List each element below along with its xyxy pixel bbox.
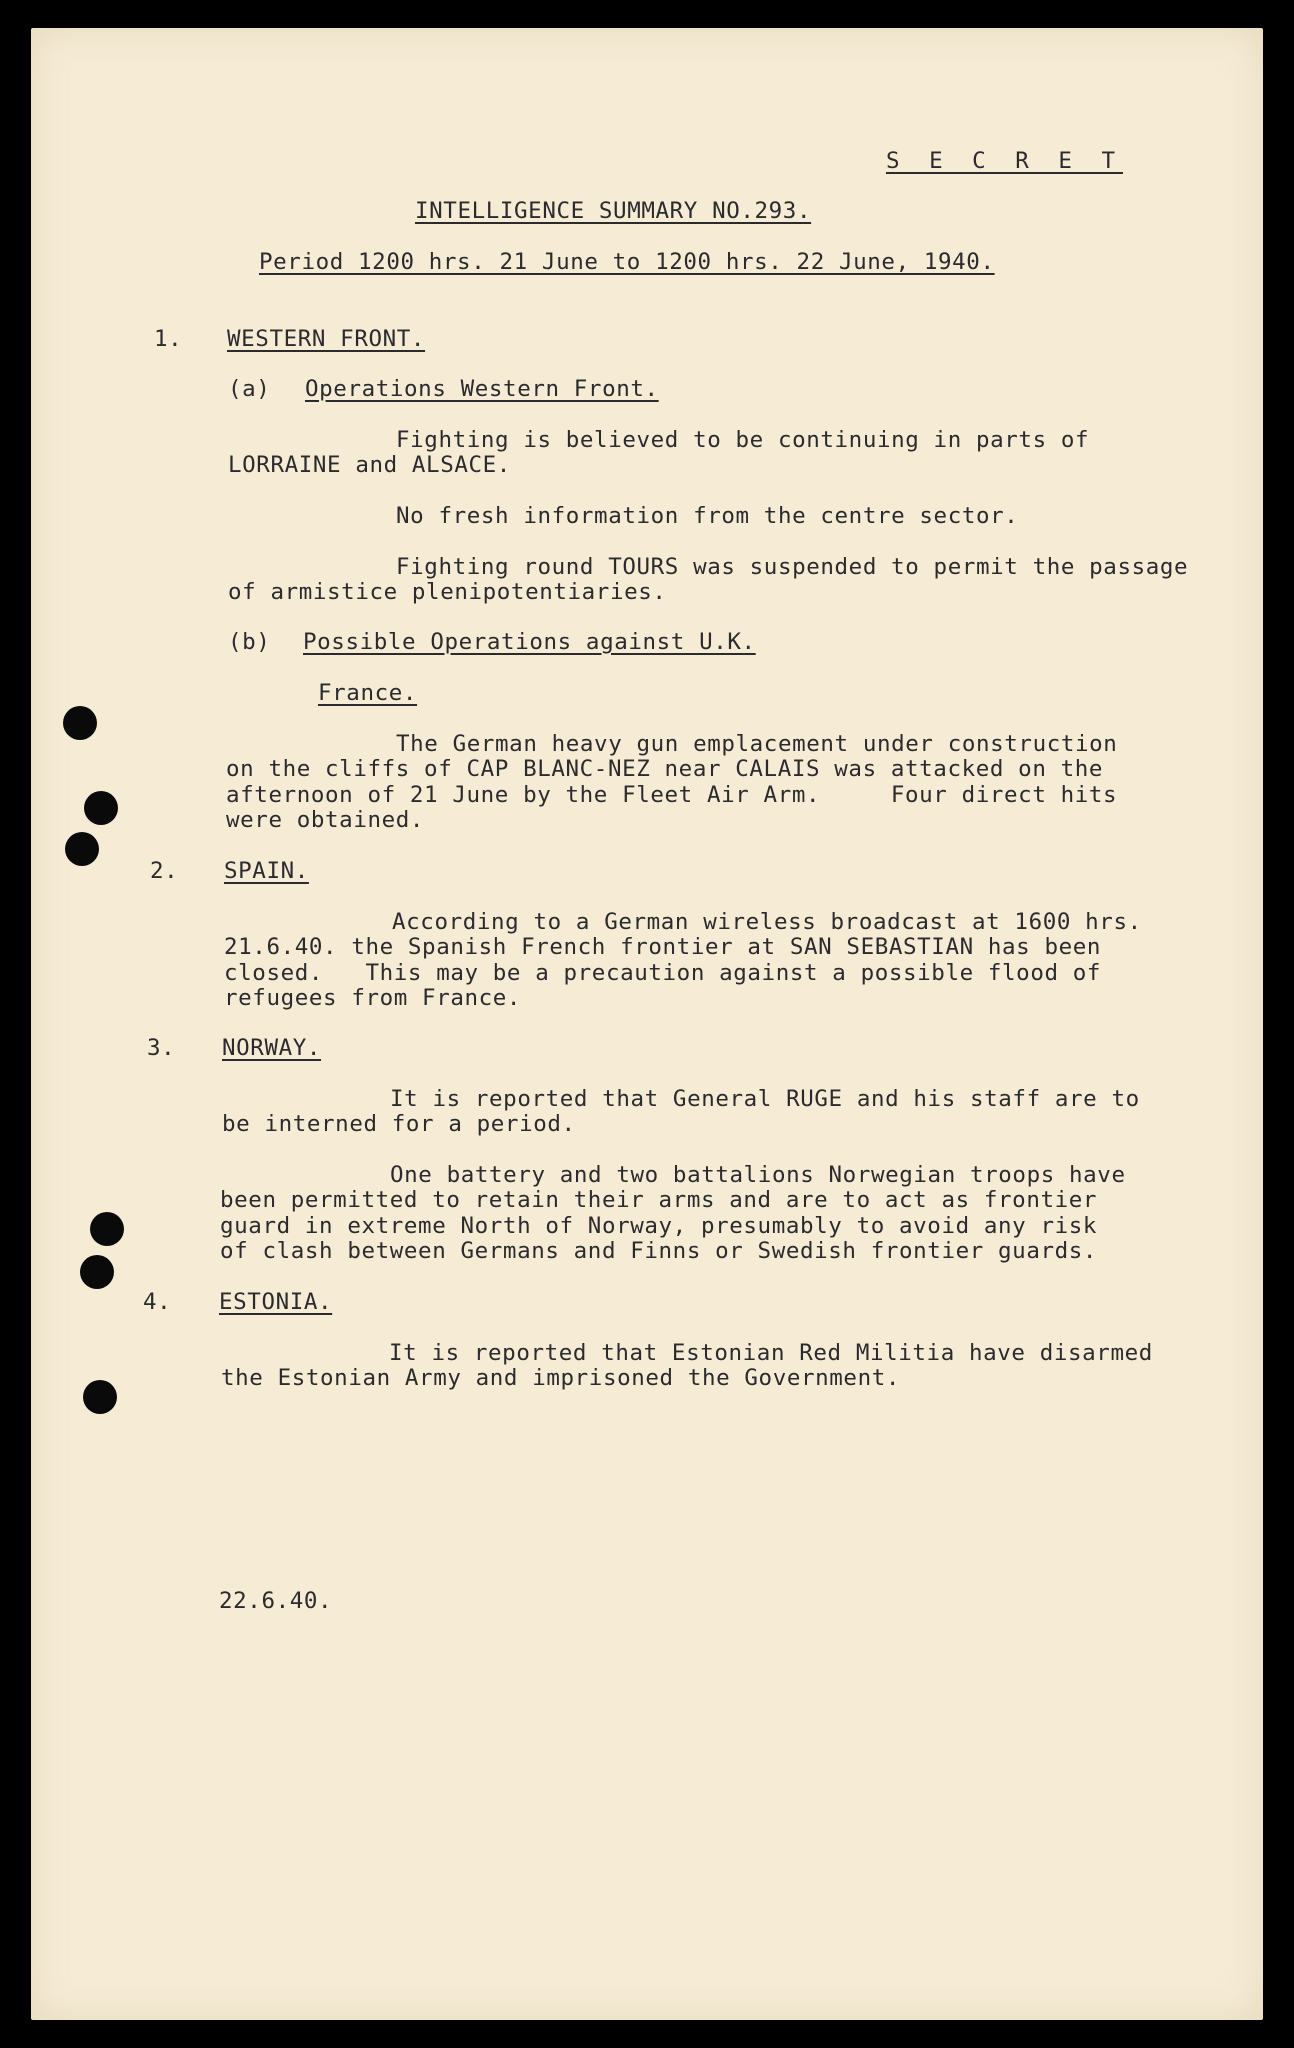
paragraph-first-line: The German heavy gun emplacement under construction bbox=[396, 731, 1118, 757]
section-4-heading: ESTONIA. bbox=[219, 1289, 333, 1315]
period-line: Period 1200 hrs. 21 June to 1200 hrs. 22 June, 1940. bbox=[259, 249, 995, 275]
punch-hole bbox=[80, 1255, 114, 1289]
paragraph-continuation: 21.6.40. the Spanish French frontier at SAN SEBASTIAN has been closed. This may be a precaution against a possible flood of refugees from France. bbox=[224, 934, 1102, 1011]
section-1-number: 1. bbox=[154, 326, 183, 352]
paragraph-continuation: on the cliffs of CAP BLANC-NEZ near CALAIS was attacked on the afternoon of 21 June by the Fleet Air Arm. Four direct hits were obtained. bbox=[226, 756, 1118, 833]
subsection-b-heading: Possible Operations against U.K. bbox=[303, 629, 756, 655]
punch-hole bbox=[90, 1212, 124, 1246]
document-title: INTELLIGENCE SUMMARY NO.293. bbox=[415, 198, 812, 224]
section-1-heading: WESTERN FRONT. bbox=[227, 326, 426, 352]
section-3-heading: NORWAY. bbox=[222, 1035, 322, 1061]
subsection-a-label: (a) bbox=[228, 376, 271, 402]
paragraph-first-line: One battery and two battalions Norwegian troops have bbox=[390, 1162, 1126, 1188]
paragraph-first-line: It is reported that General RUGE and his staff are to bbox=[390, 1086, 1140, 1112]
subsection-b-label: (b) bbox=[228, 629, 271, 655]
section-2-heading: SPAIN. bbox=[224, 858, 309, 884]
paragraph-first-line: Fighting round TOURS was suspended to permit the passage bbox=[396, 554, 1189, 580]
paragraph-continuation: LORRAINE and ALSACE. bbox=[228, 452, 511, 478]
punch-hole bbox=[65, 832, 99, 866]
paragraph-first-line: According to a German wireless broadcast at 1600 hrs. bbox=[392, 909, 1142, 935]
punch-hole bbox=[63, 706, 97, 740]
paragraph-first-line: It is reported that Estonian Red Militia have disarmed bbox=[389, 1340, 1153, 1366]
classification-marking: S E C R E T bbox=[886, 148, 1124, 174]
paragraph-continuation: of armistice plenipotentiaries. bbox=[228, 579, 667, 605]
paragraph-continuation: the Estonian Army and imprisoned the Government. bbox=[221, 1365, 901, 1391]
subsection-a-heading: Operations Western Front. bbox=[305, 376, 659, 402]
section-4-number: 4. bbox=[143, 1289, 172, 1315]
subsection-b-subheading: France. bbox=[318, 680, 418, 706]
punch-hole bbox=[83, 1380, 117, 1414]
paragraph-continuation: been permitted to retain their arms and are to act as frontier guard in extreme North of Norway, presumably to avoid any risk of clash between Germans and Finns or Swedish frontier guards. bbox=[220, 1187, 1098, 1264]
document-date: 22.6.40. bbox=[219, 1588, 333, 1614]
section-2-number: 2. bbox=[150, 858, 179, 884]
paragraph-first-line: Fighting is believed to be continuing in parts of bbox=[396, 427, 1090, 453]
document-page bbox=[31, 28, 1263, 2020]
punch-hole bbox=[84, 791, 118, 825]
paragraph-first-line: No fresh information from the centre sector. bbox=[396, 503, 1019, 529]
section-3-number: 3. bbox=[147, 1035, 176, 1061]
paragraph-continuation: be interned for a period. bbox=[222, 1111, 576, 1137]
